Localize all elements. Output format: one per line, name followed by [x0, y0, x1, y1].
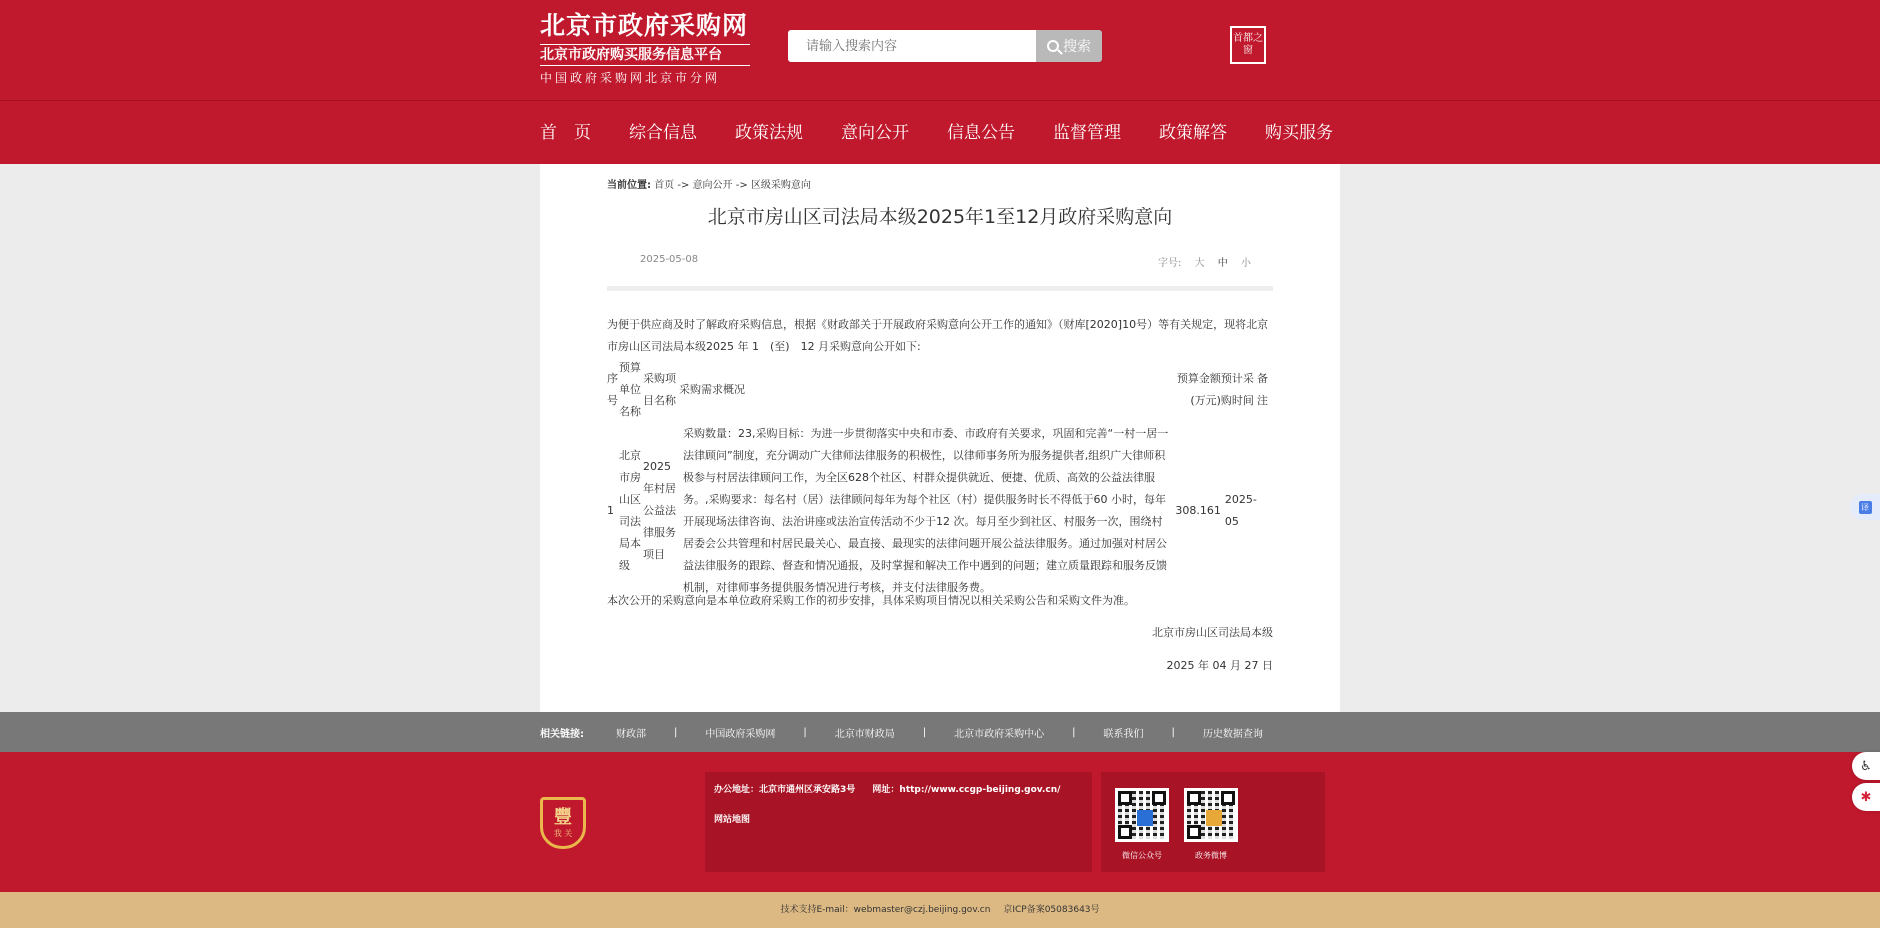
badge-char: 豐	[554, 806, 572, 828]
font-size-switcher	[1158, 254, 1251, 269]
nav-item-announcements[interactable]: 信息公告	[947, 123, 1015, 143]
wechat-qr-icon	[1115, 788, 1169, 842]
breadcrumb-intent[interactable]: 意向公开	[692, 180, 733, 191]
logo-tagline: 中国政府采购网北京市分网	[540, 71, 721, 85]
link-ccgp[interactable]: 中国政府采购网	[705, 728, 776, 740]
nav-item-intent[interactable]: 意向公开	[841, 123, 909, 143]
translate-icon: 译	[1859, 501, 1872, 514]
main-nav	[0, 100, 1880, 164]
translate-tab[interactable]	[1850, 494, 1880, 520]
col-header-project: 采购项目名称	[643, 372, 677, 407]
copyright-bar	[0, 892, 1880, 928]
nav-item-policy[interactable]: 政策法规	[735, 123, 803, 143]
share-icon[interactable]: ✱	[1852, 783, 1880, 811]
intent-table	[607, 357, 1273, 599]
related-links-bar	[0, 712, 1880, 752]
closing-paragraph: 本次公开的采购意向是本单位政府采购工作的初步安排，具体采购项目情况以相关采购公告和采购文件为准。	[607, 594, 1135, 607]
link-separator: |	[922, 726, 927, 738]
breadcrumb-label: 当前位置:	[607, 180, 651, 191]
nav-item-policy-qa[interactable]: 政策解答	[1159, 123, 1227, 143]
table-header-row	[607, 357, 1273, 423]
logo-subtitle: 北京市政府购买服务信息平台	[540, 44, 750, 66]
col-header-budget: 预算金额(万元)	[1176, 372, 1221, 407]
intro-paragraph: 为便于供应商及时了解政府采购信息，根据《财政部关于开展政府采购意向公开工作的通知》（财库[2020]10号）等有关规定，现将北京市房山区司法局本级2025 年 1 (至) 12 月采购意向公开如下:	[607, 318, 1269, 353]
badge-sub: 我 关	[553, 828, 573, 838]
search-button[interactable]	[1036, 30, 1102, 62]
col-header-time: 预计采购时间	[1220, 372, 1254, 407]
page-title: 北京市房山区司法局本级2025年1至12月政府采购意向	[707, 206, 1173, 228]
search-icon	[1047, 40, 1059, 52]
table-row	[607, 423, 1273, 599]
font-size-large[interactable]: 大	[1194, 258, 1205, 269]
logo-title: 北京市政府采购网	[540, 11, 749, 40]
link-mof[interactable]: 财政部	[616, 728, 646, 740]
tech-support-email: 技术支持E-mail：webmaster@czj.beijing.gov.cn	[780, 905, 991, 915]
site-footer	[0, 752, 1880, 892]
website-url[interactable]: 网址：http://www.ccgp-beijing.gov.cn/	[872, 785, 1061, 795]
cell-unit: 北京市房山区司法局本级	[619, 449, 641, 572]
sitemap-link[interactable]: 网站地图	[714, 815, 751, 825]
site-logo[interactable]	[540, 10, 750, 88]
nav-item-supervision[interactable]: 监督管理	[1053, 123, 1121, 143]
nav-item-purchase-service[interactable]: 购买服务	[1265, 123, 1333, 143]
cell-summary: 采购数量：23,采购目标：为进一步贯彻落实中央和市委、市政府有关要求，巩固和完善“一村一居一法律顾问”制度，充分调动广大律师法律服务的积极性，以律师事务所为服务提供者,组织广大律师积极参与村居法律顾问工作，为全区628个社区、村群众提供就近、便捷、优质、高效的公益法律服务。,采购要求：每名村（居）法律顾问每年为每个社区（村）提供服务时长不得低于60 小时，每年开展现场法律咨询、法治讲座或法治宣传活动不少于12 次。每月至少到社区、村服务一次，围绕村居委会公共管理和村居民最关心、最直接、最现实的法律问题开展公益法律服务。通过加强对村居公益法律服务的跟踪、督查和情况通报，及时掌握和解决工作中遇到的问题；建立质量跟踪和服务反馈机制，对律师事务提供服务情况进行考核，并支付法律服务费。	[683, 427, 1169, 594]
link-separator: |	[1171, 726, 1175, 738]
wechat-qr-caption: 微信公众号	[1122, 851, 1162, 860]
search-input[interactable]	[788, 30, 1036, 62]
col-header-no: 序号	[607, 372, 618, 407]
col-header-remark: 备注	[1256, 372, 1268, 407]
signature: 北京市房山区司法局本级	[1152, 626, 1273, 639]
breadcrumb-sep: ->	[677, 180, 690, 191]
link-separator: |	[803, 726, 807, 738]
nav-item-general-info[interactable]: 综合信息	[629, 123, 697, 143]
link-contact[interactable]: 联系我们	[1103, 728, 1144, 740]
link-separator: |	[1072, 726, 1076, 738]
cell-time: 2025-05	[1224, 493, 1257, 528]
office-address: 办公地址：北京市通州区承安路3号	[714, 785, 856, 795]
link-separator: |	[674, 726, 678, 738]
site-header	[0, 0, 1880, 100]
signature-date: 2025 年 04 月 27 日	[1166, 659, 1273, 672]
search-bar	[788, 30, 1102, 62]
beijing-portal-logo[interactable]: 首都之窗	[1230, 26, 1266, 64]
qr-code-box	[1101, 772, 1325, 872]
col-header-summary: 采购需求概况	[679, 383, 746, 396]
link-history[interactable]: 历史数据查询	[1202, 728, 1263, 740]
article-panel	[540, 164, 1340, 712]
font-size-label: 字号:	[1158, 258, 1182, 269]
cell-no: 1	[607, 504, 614, 517]
breadcrumb-home[interactable]: 首页	[654, 180, 675, 191]
breadcrumb-sep: ->	[735, 180, 748, 191]
cell-budget: 308.161	[1175, 504, 1221, 517]
title-divider	[607, 286, 1273, 291]
link-procurement-center[interactable]: 北京市政府采购中心	[954, 728, 1045, 740]
related-links-label: 相关链接:	[540, 728, 584, 740]
font-size-small[interactable]: 小	[1240, 258, 1251, 269]
breadcrumb	[607, 176, 811, 191]
weibo-qr-icon	[1184, 788, 1238, 842]
party-gov-badge-icon[interactable]	[540, 797, 586, 849]
publish-date: 2025-05-08	[640, 254, 699, 265]
font-size-medium[interactable]: 中	[1217, 258, 1228, 269]
nav-item-home[interactable]: 首 页	[540, 123, 591, 143]
col-header-unit: 预算单位名称	[619, 361, 641, 418]
footer-info-box	[705, 772, 1092, 872]
cell-project: 2025年村居公益法律服务项目	[643, 460, 677, 561]
accessibility-icon[interactable]: ♿	[1852, 752, 1880, 780]
icp-record[interactable]: 京ICP备案05083643号	[1003, 905, 1100, 915]
link-beijing-finance[interactable]: 北京市财政局	[834, 728, 895, 740]
weibo-qr-caption: 政务微博	[1195, 851, 1227, 860]
cell-remark	[1257, 423, 1273, 599]
breadcrumb-district-intent[interactable]: 区级采购意向	[750, 180, 811, 191]
search-button-label: 搜索	[1063, 39, 1091, 55]
